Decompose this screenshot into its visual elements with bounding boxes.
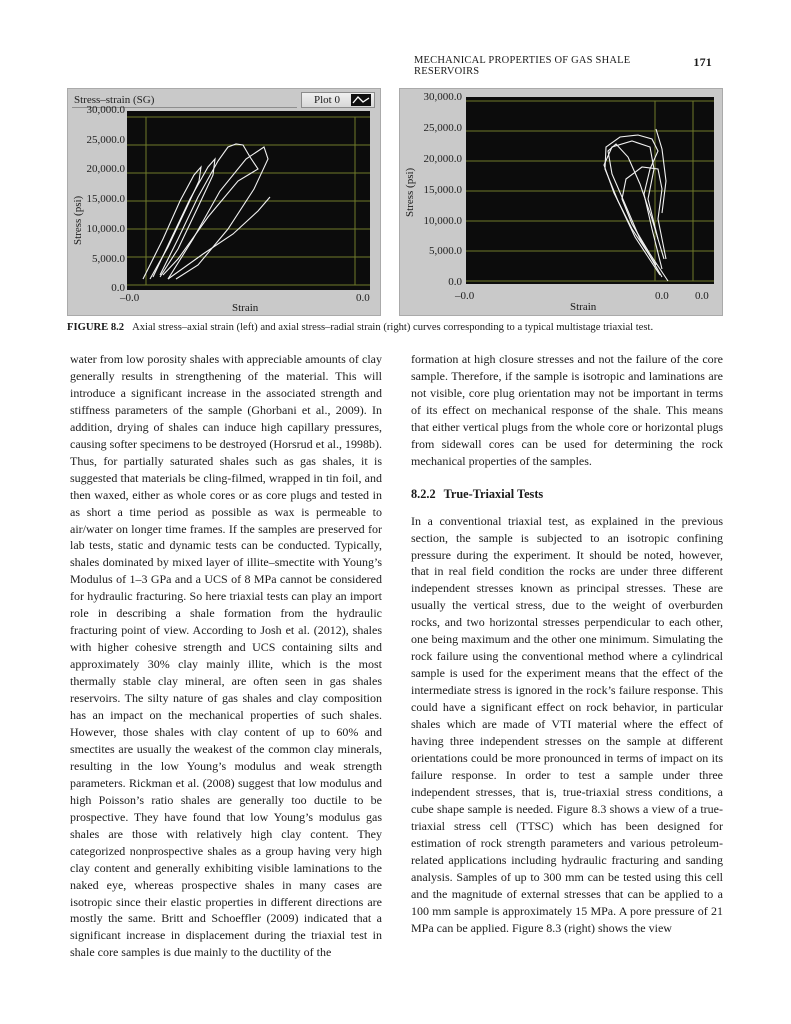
section-heading: [411, 486, 723, 503]
body-column-right: [411, 351, 723, 936]
figure-label: FIGURE 8.2: [67, 322, 125, 333]
y-tick-label: 5,000.0: [92, 253, 125, 265]
figure-right-panel: [399, 88, 723, 316]
chart-left-title: Stress–strain (SG): [74, 94, 155, 106]
running-head: [414, 55, 712, 77]
figure-caption: [67, 322, 727, 333]
running-title: MECHANICAL PROPERTIES OF GAS SHALE RESERVOIRS: [414, 55, 631, 77]
y-tick-label: 5,000.0: [429, 245, 462, 257]
y-tick-label: 15,000.0: [86, 193, 125, 205]
x-tick-label: 0.0: [356, 292, 370, 304]
y-tick-label: 20,000.0: [423, 153, 462, 165]
x-tick-label: 0.0: [655, 290, 669, 302]
y-tick-label: 0.0: [448, 276, 462, 288]
y-tick-label: 30,000.0: [423, 91, 462, 103]
x-axis-label: Strain: [232, 302, 259, 314]
y-tick-label: 25,000.0: [423, 122, 462, 134]
section-title: True-Triaxial Tests: [443, 486, 544, 501]
y-tick-label: 0.0: [111, 282, 125, 294]
x-tick-label: –0.0: [120, 292, 140, 304]
paragraph: water from low porosity shales with appreciable amounts of clay generally results in strengthening of the material. This will introduce a significant increase in the associated strength and stiffness parameters of the sample (Ghorbani et al., 2009). In addition, drying of shales can induce high capillary pressures, causing softer specimens to be destroyed (Horsrud et al., 1998b). Thus, for partially saturated shales such as gas shales, it is suggested that materials be cling-filmed, wrapped in tin foil, and then waxed, either as whole cores or as core plugs and tested in as short a time period as possible as wax is permeable to air/water on longer time frames. If the samples are preserved for lab tests, static and dynamic tests can be conducted. Typically, shales dominated by mixed layer of illite–smectite with Young’s Modulus of 1–3 GPa and a UCS of 8 MPa cannot be considered for hydraulic fracturing. So here triaxial tests can play an import role in describing a shale formation from the hydraulic fracturing point of view. According to Josh et al. (2012), shales with higher cohesive strength and UCS containing silts and approximately 30% clay mainly illite, which is the most thermally stable clay mineral, are often seen in gas shales reservoirs. The silty nature of gas shales and clay composition has an impact on the mechanical properties of such shales. However, those shales with clay content of up to 60% and smectites are usually the weakest of the common clay minerals, resulting in the low Young’s modulus and weak strength parameters. Rickman et al. (2008) suggest that low modulus and high Poisson’s ratio shales are generally too ductile to be prospective. They have found that low Young’s modulus gas shales are those with relatively high clay content. They categorized nonprospective shales as a group having very high clay content and generally exhibiting visible laminations to the naked eye, whereas prospective shales in many cases are isotropic since their elastic properties in different directions are mostly the same. Britt and Schoeffler (2009) indicated that a significant increase in displacement during the triaxial test in shale core samples is due mainly to the ductility of the: [70, 352, 382, 960]
y-axis-label: Stress (psi): [72, 195, 84, 245]
y-tick-label: 10,000.0: [423, 215, 462, 227]
legend-label: Plot 0: [314, 94, 340, 106]
y-tick-label: 25,000.0: [86, 134, 125, 146]
y-tick-label: 30,000.0: [86, 104, 125, 116]
x-axis-label: Strain: [570, 301, 597, 313]
x-tick-label: 0.0: [695, 290, 709, 302]
figure-caption-text: Axial stress–axial strain (left) and axial stress–radial strain (right) curves corresponding to a typical multistage triaxial test.: [132, 322, 654, 333]
y-tick-label: 15,000.0: [423, 184, 462, 196]
y-axis-label: Stress (psi): [404, 167, 416, 217]
x-tick-label: –0.0: [455, 290, 475, 302]
page-number: 171: [693, 55, 712, 69]
y-tick-label: 20,000.0: [86, 163, 125, 175]
paragraph: In a conventional triaxial test, as explained in the previous section, the sample is subjected to an isotropic confining pressure during the experiment. It should be noted, however, that in real field condition the rocks are under three different independent stresses known as principal stresses. These are usually the vertical stress, due to the weight of overburden rocks, and two horizontal stresses perpendicular to each other, one being maximum and the other one minimum. Simulating the rock failure using the conventional method where a cylindrical sample is used for the experiment means that the effect of the intermediate stress is ignored in the rock’s failure response. This could have a significant effect on rock behavior, in particular shales which are made of VTI material where the effect of having three independent stresses on the sample at different orientations could be more pronounced in terms of impact on its failure response. In order to test a sample under three independent stresses, that is, true-triaxial stress conditions, a cube shape sample is needed. Figure 8.3 shows a view of a true-triaxial stress cell (TTSC) which has been designed for estimation of rock strength parameters and various petroleum-related applications including hydraulic fracturing and sanding analysis. Samples of up to 300 mm can be tested using this cell and the magnitude of external stresses that can be applied to a 100 mm sample is approximately 15 MPa. A pore pressure of 21 MPa can be applied. Figure 8.3 (right) shows the view: [411, 513, 723, 935]
figure-left-panel: [67, 88, 381, 316]
y-tick-label: 10,000.0: [86, 223, 125, 235]
paragraph: formation at high closure stresses and not the failure of the core sample. Therefore, if the sample is isotropic and laminations are not visible, core plug orientation may not be important in terms of its effect on mechanical response of the shale. This means that either vertical plugs from the whole core or horizontal plugs from sidewall cores can be used for determining the rock mechanical properties of the samples.: [411, 352, 723, 468]
body-column-left: [70, 351, 382, 961]
section-number: 8.2.2: [411, 486, 436, 501]
